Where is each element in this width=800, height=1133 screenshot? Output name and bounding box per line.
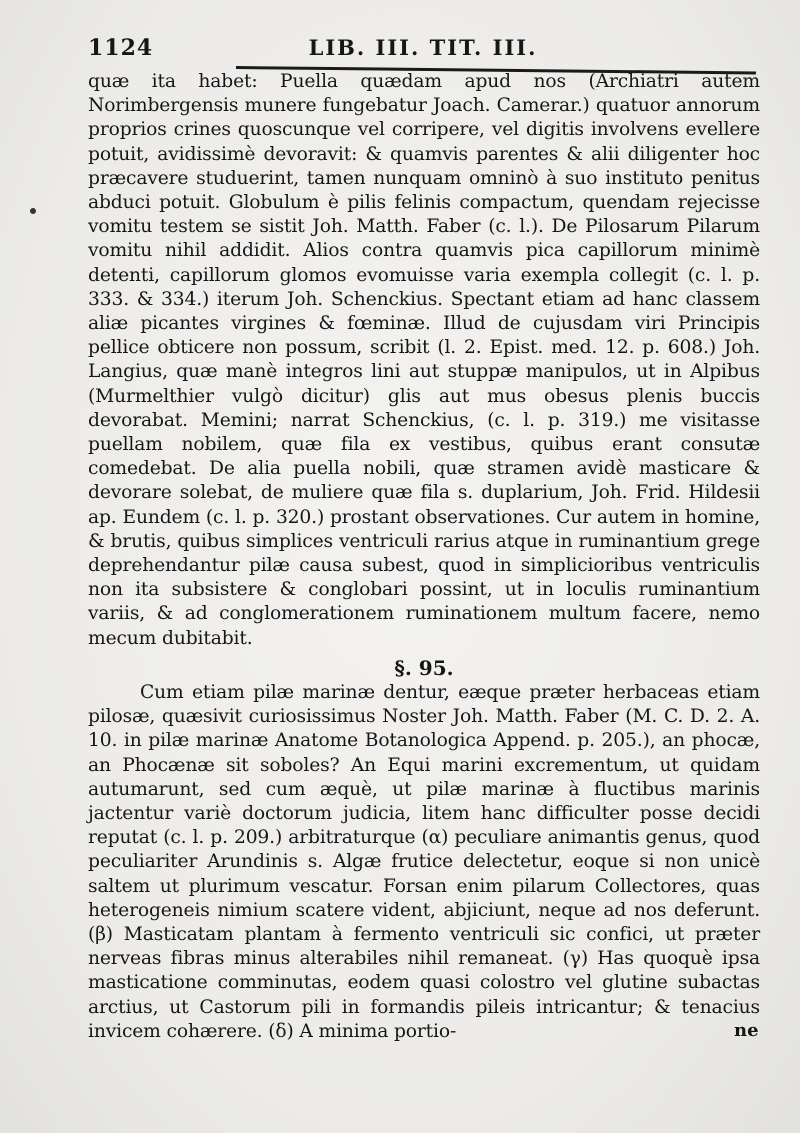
page-number: 1124 <box>88 35 154 61</box>
paragraph-2: Cum etiam pilæ marinæ dentur, eæque præter herbaceas etiam pilosæ, quæsivit curiosissimus Noster Joh. Matth. Faber (M. C. D. 2. A. 10. in pilæ marinæ Anatome Botanologica Append. p. 205.), an phocæ, an Phocænæ sit soboles? An Equi marini excrementum, ut quidam autumarunt, sed cum æquè, ut pilæ marinæ à fluctibus marinis jactentur variè doctorum judicia, litem hanc difficulter posse decidi reputat (c. l. p. 209.) arbitraturque (α) peculiare animantis genus, quod peculiariter Arundinis s. Algæ frutice delectetur, eoque si non unicè saltem ut plurimum vescatur. Forsan enim pilarum Collectores, quas heterogeneis nimium scatere vident, abjiciunt, neque ad nos deferunt. (β) Masticatam plantam à fermento ventriculi sic confici, ut præter nerveas fibras minus alterabiles nihil remaneat. (γ) Has quoquè ipsa masticatione comminutas, eodem quasi colostro vel glutine subactas arctius, ut Castorum pili in formandis pileis intricantur; & tenacius invicem cohærere. (δ) A minima portio- <box>88 682 760 1042</box>
ink-spot <box>30 208 36 214</box>
main-text <box>88 70 760 651</box>
page-header <box>88 35 758 65</box>
section-mark: §. 95. <box>394 656 454 680</box>
paragraph-1: quæ ita habet: Puella quædam apud nos (Archiatri autem Norimbergensis munere fungebatur Joach. Camerar.) quatuor annorum proprios crines quoscunque vel corripere, vel digitis involvens evellere potuit, avidissimè devoravit: & quamvis parentes & alii diligenter hoc præcavere studuerint, tamen nunquam omninò à suo instituto penitus abduci potuit. Globulum è pilis felinis compactum, quendam rejecisse vomitu testem se sistit Joh. Matth. Faber (c. l.). De Pilosarum Pilarum vomitu nihil addidit. Alios contra quamvis pica capillorum minimè detenti, capillorum glomos evomuisse varia exempla collegit (c. l. p. 333. & 334.) iterum Joh. Schenckius. Spectant etiam ad hanc classem aliæ picantes virgines & fœminæ. Illud de cujusdam viri Principis pellice obticere non possum, scribit (l. 2. Epist. med. 12. p. 608.) Joh. Langius, quæ manè integros lini aut stuppæ manipulos, ut in Alpibus (Murmelthier vulgò dicitur) glis aut mus obesus plenis buccis devorabat. Memini; narrat Schenckius, (c. l. p. 319.) me visitasse puellam nobilem, quæ fila ex vestibus, quibus erant consutæ comedebat. De alia puella nobili, quæ stramen avidè masticare & devorare solebat, de muliere quæ fila s. duplarium, Joh. Frid. Hildesii ap. Eundem (c. l. p. 320.) prostant observationes. Cur autem in homine, & brutis, quibus simplices ventriculi rarius atque in ruminantium grege deprehendantur pilæ causa subest, quod in simplicioribus ventriculis non ita subsistere & conglobari possint, ut in loculis ruminantium variis, & ad conglomerationem ruminationem multum facere, nemo mecum dubitabit. <box>88 71 760 649</box>
running-title: LIB. III. TIT. III. <box>308 35 538 60</box>
catchword: ne <box>734 1020 759 1041</box>
